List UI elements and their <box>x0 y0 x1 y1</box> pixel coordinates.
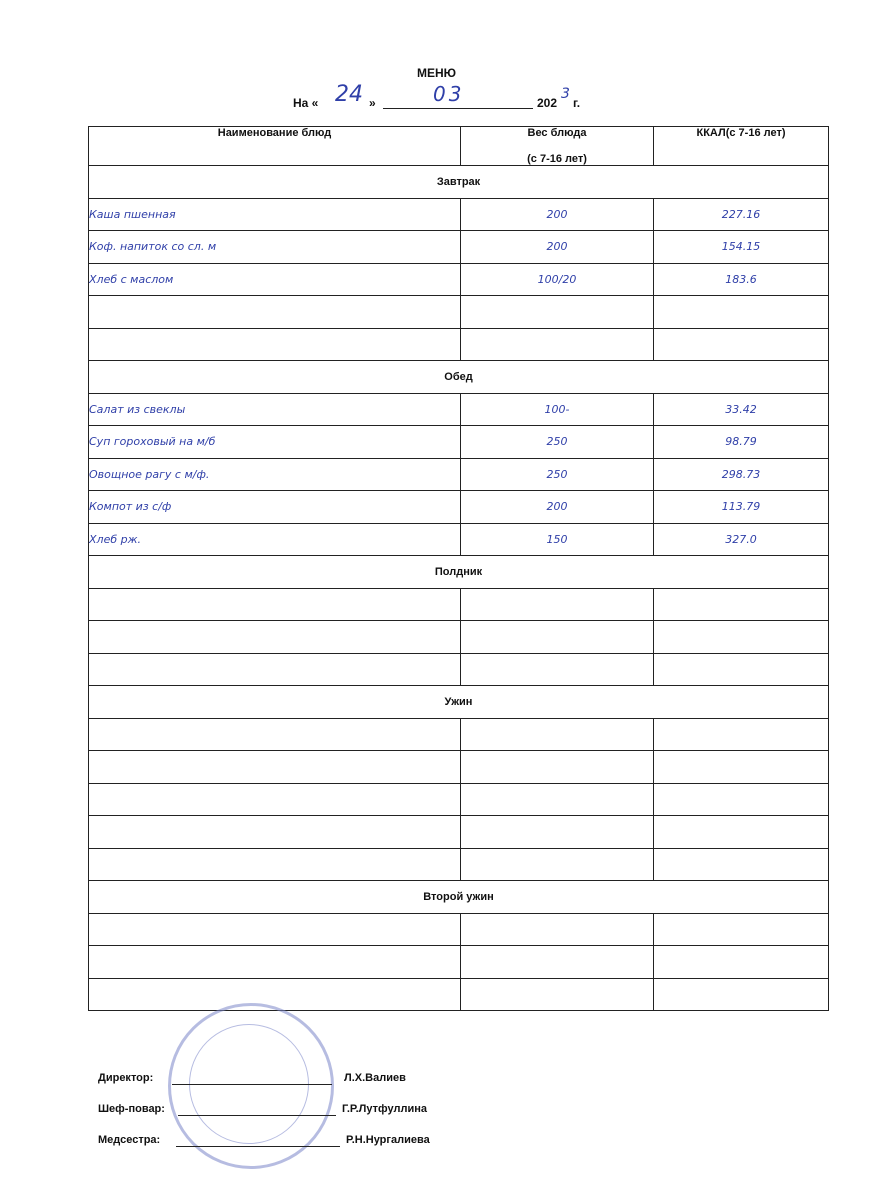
kcal-cell: 33.42 <box>654 393 829 426</box>
table-row-empty <box>89 296 829 329</box>
date-year-digit: 3 <box>561 86 570 102</box>
weight-cell: 200 <box>461 231 654 264</box>
table-row-empty <box>89 913 829 946</box>
table-row-empty <box>89 653 829 686</box>
section-dinner: Ужин <box>89 686 829 719</box>
page-title: МЕНЮ <box>416 66 457 80</box>
table-row <box>89 198 829 231</box>
kcal-cell: 154.15 <box>654 231 829 264</box>
table-row-empty <box>89 816 829 849</box>
official-stamp <box>168 1003 334 1169</box>
dish-cell: Компот из с/ф <box>89 491 461 524</box>
weight-cell: 250 <box>461 458 654 491</box>
table-row-empty <box>89 783 829 816</box>
table-row-empty <box>89 848 829 881</box>
weight-cell: 250 <box>461 426 654 459</box>
table-header-row <box>89 127 829 166</box>
date-month: 03 <box>433 82 465 106</box>
table-row-empty <box>89 751 829 784</box>
table-row-empty <box>89 946 829 979</box>
chef-name: Г.Р.Лутфуллина <box>342 1103 427 1115</box>
dish-cell: Коф. напиток со сл. м <box>89 231 461 264</box>
date-suffix: г. <box>573 96 581 110</box>
signature-line <box>178 1115 336 1116</box>
table-row <box>89 491 829 524</box>
weight-cell: 200 <box>461 198 654 231</box>
weight-cell: 150 <box>461 523 654 556</box>
kcal-cell: 227.16 <box>654 198 829 231</box>
dish-cell: Хлеб рж. <box>89 523 461 556</box>
dish-cell: Овощное рагу с м/ф. <box>89 458 461 491</box>
weight-cell: 100/20 <box>461 263 654 296</box>
menu-table <box>88 126 829 1011</box>
table-row <box>89 426 829 459</box>
date-prefix: На « <box>293 96 319 110</box>
signature-line <box>172 1084 332 1085</box>
signature-line <box>176 1146 340 1147</box>
col-weight-label: Вес блюда <box>527 127 587 139</box>
table-row <box>89 523 829 556</box>
dish-cell: Салат из свеклы <box>89 393 461 426</box>
date-day: 24 <box>335 82 363 107</box>
kcal-cell: 113.79 <box>654 491 829 524</box>
col-weight-header <box>461 127 654 166</box>
dish-cell: Каша пшенная <box>89 198 461 231</box>
col-kcal-header: ККАЛ(с 7-16 лет) <box>654 127 829 166</box>
col-dish-header: Наименование блюд <box>89 127 461 166</box>
nurse-name: Р.Н.Нургалиева <box>346 1134 430 1146</box>
kcal-cell: 298.73 <box>654 458 829 491</box>
section-breakfast: Завтрак <box>89 166 829 199</box>
date-month-line <box>383 108 533 109</box>
weight-cell: 100- <box>461 393 654 426</box>
director-name: Л.Х.Валиев <box>344 1072 406 1084</box>
table-row-empty <box>89 978 829 1011</box>
kcal-cell: 98.79 <box>654 426 829 459</box>
table-row <box>89 458 829 491</box>
section-second-dinner: Второй ужин <box>89 881 829 914</box>
director-label: Директор: <box>98 1072 154 1084</box>
table-row <box>89 231 829 264</box>
table-row-empty <box>89 588 829 621</box>
table-row-empty <box>89 621 829 654</box>
section-lunch: Обед <box>89 361 829 394</box>
date-year-prefix: 202 <box>537 96 558 110</box>
date-mid: » <box>369 96 376 110</box>
section-snack: Полдник <box>89 556 829 589</box>
dish-cell: Хлеб с маслом <box>89 263 461 296</box>
table-row <box>89 263 829 296</box>
col-weight-sub: (с 7-16 лет) <box>527 153 587 165</box>
nurse-label: Медсестра: <box>98 1134 161 1146</box>
table-row <box>89 393 829 426</box>
kcal-cell: 183.6 <box>654 263 829 296</box>
kcal-cell: 327.0 <box>654 523 829 556</box>
chef-label: Шеф-повар: <box>98 1103 165 1115</box>
table-row-empty <box>89 718 829 751</box>
dish-cell: Суп гороховый на м/б <box>89 426 461 459</box>
table-row-empty <box>89 328 829 361</box>
weight-cell: 200 <box>461 491 654 524</box>
